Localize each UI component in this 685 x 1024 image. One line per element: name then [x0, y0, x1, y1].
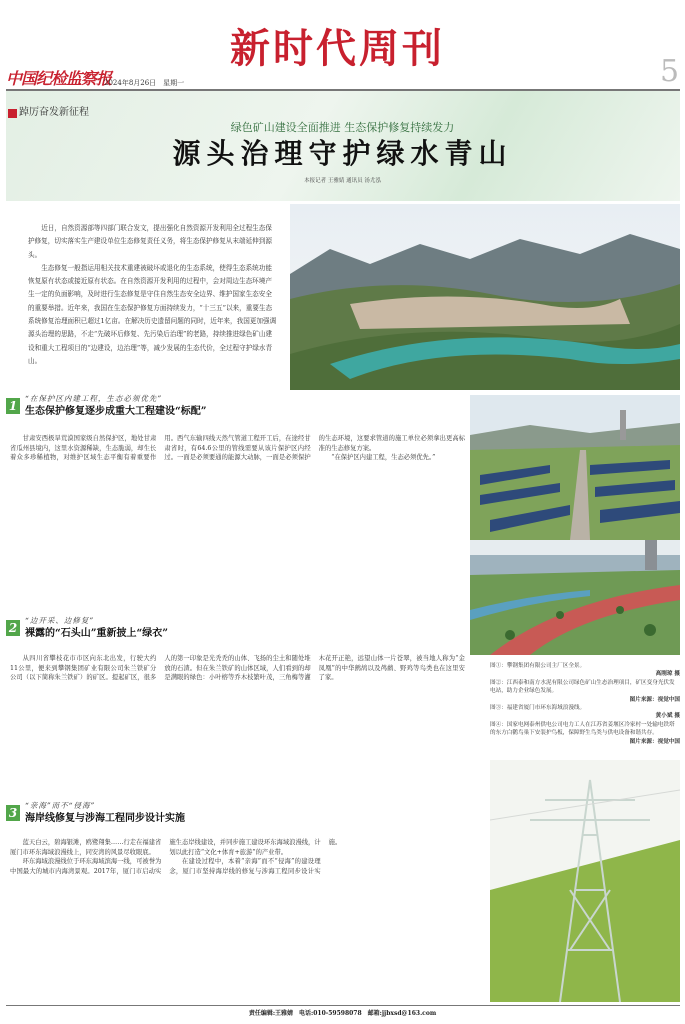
photo-4-power-pylon: [490, 760, 680, 1002]
caption-4: 图④：国家电网泰州供电公司电力工人在江苏省姜堰区冷家村一处输电铁塔的东方白鹳鸟巢下安装护鸟板，保障野生鸟类与供电设备和谐共存。 图片来源：视觉中国: [490, 721, 680, 745]
page-number: 5: [660, 54, 680, 89]
subtitle: 绿色矿山建设全面推进 生态保护修复持续发力: [230, 121, 455, 134]
photo-1-factory-panorama: [290, 204, 680, 390]
caption-credit: 高刚琼 摄: [655, 671, 680, 678]
section-title: 裸露的“石头山”重新披上“绿衣”: [25, 628, 169, 639]
body-paragraph: 从四川省攀枝花市市区向东北出发，行驶大约11公里，便来到攀钢集团矿业有限公司朱兰铁矿分公司（以下简称朱兰铁矿）的矿区。提起矿区，很多人的第一印象是光秃秃的山体、飞扬的尘土和随处堆放的石渣。但在朱兰铁矿的山体区域，人们看到的却是满眼的绿色：小叶榕等乔木枝繁叶茂，三角梅等灌木花开正艳，远望山体一片苍翠，被当地人称为“金凤凰”的中华鹧鸪以及鸬鹚、野鸡等鸟类也在这里安了家。: [10, 655, 465, 682]
caption-1: 图①：攀钢集团有限公司主厂区全景。 高刚琼 摄: [490, 663, 680, 678]
section-2-body: [10, 654, 465, 799]
photo-3-coastal-path: [470, 540, 680, 655]
masthead-title: 新时代周刊: [230, 25, 445, 72]
column-tag-label: 踔厉奋发新征程: [19, 107, 89, 118]
column-tag: [8, 107, 89, 119]
caption-credit: 黄小斌 摄: [655, 713, 680, 720]
section-kicker: “亲海”而不“侵海”: [25, 801, 96, 810]
column-tag-icon: [8, 109, 17, 118]
section-1-body: [10, 434, 465, 612]
byline: 本报记者 王雅婧 通讯员 汤尤泓: [304, 178, 381, 184]
body-paragraph: “在保护区内建工程，生态必须优先。”: [331, 454, 436, 462]
section-title: 海岸线修复与涉海工程同步设计实施: [25, 813, 185, 824]
caption-credit: 图片来源：视觉中国: [629, 738, 680, 745]
section-1-heading: [6, 394, 207, 418]
section-number-badge: 2: [6, 620, 20, 636]
footer-divider: [6, 1005, 680, 1006]
body-paragraph: 蓝天白云，碧海银滩，鸥鹭翔集……行走在福建省厦门市环东海域浪漫线上，同安湾的风景尽收眼底。: [10, 839, 162, 856]
caption-2: 图②：江西泰和南方水泥有限公司绿色矿山生态治理项目，矿区变身光伏发电站，助力企业绿色发展。 图片来源：视觉中国: [490, 679, 680, 703]
section-3-body: [10, 838, 480, 1000]
lead-text: [28, 222, 278, 368]
section-kicker: “边开采、边修复”: [25, 616, 95, 625]
section-2-heading: [6, 616, 168, 640]
section-title: 生态保护修复逐步成重大工程建设“标配”: [25, 406, 207, 417]
body-paragraph: 环东海域浪漫线位于环东海域滨海一线，可被誉为中国最大的城市内海湾景观。2017年，厦门市启动实施生态岸线建设，并同步施工建设环东海域浪漫线，计划以此打造“文化+体育+旅游”的产业带。: [10, 839, 321, 875]
lead-paragraph: 生态修复一般指运用相关技术重建被破坏或退化的生态系统，使得生态系统功能恢复原有状态或接近原有状态。在自然资源开发利用的过程中，会对周边生态环境产生一定的负面影响，及时进行生态修复是守住自然生态安全边界、维护国家生态安全的重要举措。近年来，我国在生态保护修复方面持续发力，“十三五”以来，重要生态系统修复治理面积已超过1亿亩。在解决历史遗留问题的同时，近年来，我国更加强调源头治理的思路，不走“先破坏后修复、先污染后治理”的老路，持续推进绿色矿山建设和重大工程项目的“边建设，边治理”等，减少发展的生态代价，全过程守护绿水青山。: [28, 263, 277, 365]
caption-3: 图③：福建省厦门市环东海域浪漫线。 黄小斌 摄: [490, 705, 680, 720]
body-paragraph: 在建设过程中，本着“亲海”而不“侵海”的建设理念，厦门市坚持海岸线的修复与涉海工程同步设计实施。: [169, 839, 342, 875]
photo-2-solar-mine: [470, 395, 680, 540]
section-kicker: “在保护区内建工程，生态必须优先”: [25, 394, 163, 403]
issue-date: 2024年8月26日 星期一: [104, 79, 185, 87]
editor-contact-footer: 责任编辑:王雅婧 电话:010-59598078 邮箱:jjbxsd@163.com: [248, 1010, 437, 1017]
caption-credit: 图片来源：视觉中国: [629, 696, 680, 703]
paper-logo: 中国纪检监察报: [6, 69, 112, 88]
headline: 源头治理守护绿水青山: [172, 137, 513, 170]
section-number-badge: 3: [6, 805, 20, 821]
lead-paragraph: 近日，自然资源部等四部门联合发文，提出强化自然资源开发利用全过程生态保护修复，切实落实生产建设单位生态修复责任义务，将生态保护修复从末端延伸到源头。: [28, 224, 272, 259]
body-paragraph: 甘肃安西极旱荒漠国家级自然保护区，地处甘肃省瓜州县境内，这里水资源稀缺，生态脆弱，却生长着众多珍稀植物，对维护区域生态平衡有着重要作用。西气东输四线天然气管道工程开工后，在途经甘肃省时，有64.6公里的管线需要从该片保护区内经过。一面是必须要通的能源大动脉，一面是必须保护的生态环境，这要求管道的施工单位必须拿出更高标准的生态修复方案。: [10, 435, 465, 462]
photo-captions: [490, 662, 680, 746]
section-number-badge: 1: [6, 398, 20, 414]
section-3-heading: [6, 801, 185, 825]
